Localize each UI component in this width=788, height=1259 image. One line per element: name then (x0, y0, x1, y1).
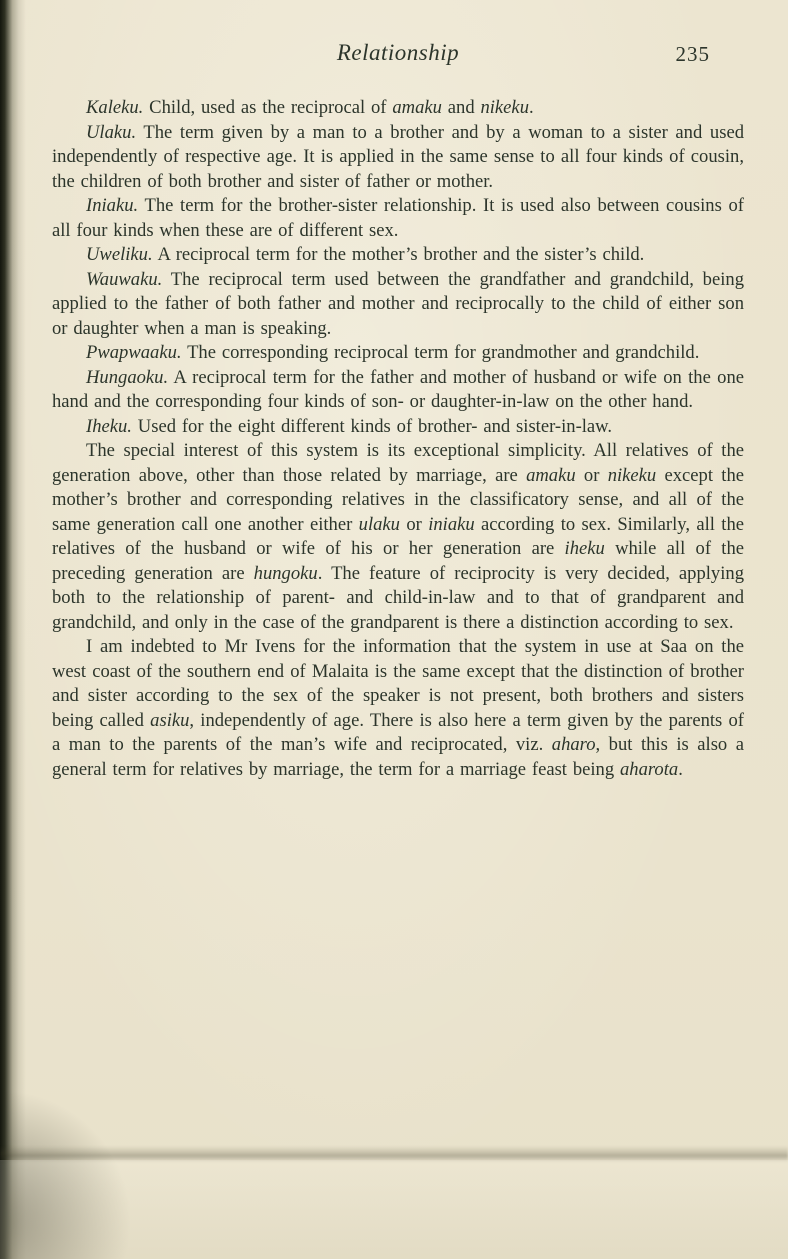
body-text-segment: while all of the preceding generation are (52, 538, 744, 584)
body-text-segment: . The feature of reciprocity is very decided, applying both to the relationship of parent- and child-in-law and to that of grandparent and grandchild, and only in the case of the grandparent is there a distinction according to sex. (52, 562, 744, 633)
body-text-segment: The term given by a man to a brother and by a woman to a sister and used independently of respective age. It is applied in the same sense to all four kinds of cousin, the children of both brother and sister of father or mother. (52, 121, 744, 192)
paragraph (52, 194, 744, 243)
body-text-segment: The reciprocal term used between the grandfather and grandchild, being applied to the father of both father and mother and reciprocally to the child of either son or daughter when a man is speaking. (52, 268, 744, 339)
page-content (52, 40, 744, 782)
kin-term-italic: Kaleku. (86, 97, 144, 118)
kin-term-italic: iheku (564, 538, 605, 559)
body-text-segment: A reciprocal term for the mother’s brother and the sister’s child. (152, 244, 645, 265)
body-text-segment: , but this is also a general term for relatives by marriage, the term for a marriage feast being (52, 734, 744, 780)
body-text-segment: or (575, 464, 608, 486)
kin-term-italic: Pwapwaaku. (86, 342, 182, 363)
body-text-segment: The special interest of this system is its exceptional simplicity. All relatives of the generation above, other than those related by marriage, are (52, 440, 744, 486)
body-text-segment: . (529, 97, 534, 118)
body-text-segment: . (678, 758, 683, 780)
body-text-segment: A reciprocal term for the father and mother of husband or wife on the one hand and the corresponding four kinds of son- or daughter-in-law on the other hand. (52, 366, 744, 412)
page-bottom-margin (0, 1160, 788, 1259)
kin-term-italic: Hungaoku. (86, 366, 169, 388)
paragraph (52, 439, 744, 635)
kin-term-italic: amaku (392, 97, 442, 118)
kin-term-italic: ulaku (358, 513, 400, 535)
kin-term-italic: hungoku (253, 562, 318, 584)
kin-term-italic: amaku (526, 464, 576, 486)
body-text-segment: The term for the brother-sister relationship. It is used also between cousins of all four kinds when these are of different sex. (52, 195, 744, 241)
kin-term-italic: aharota (619, 758, 679, 780)
body-text-segment: except the mother’s brother and corresponding relatives in the classificatory sense, and all of the same generation call one another either (52, 464, 745, 535)
paragraph (52, 243, 744, 268)
body-text-segment: I am indebted to Mr Ivens for the information that the system in use at Saa on the west coast of the southern end of Malaita is the same except that the distinction of brother and sister according to the sex of the speaker is not present, both brothers and sisters being called (52, 636, 744, 731)
paragraph (52, 96, 744, 121)
body-text-segment: and (441, 97, 481, 118)
kin-term-italic: asiku (150, 709, 190, 731)
running-title: Relationship (336, 40, 460, 65)
kin-term-italic: Wauwaku. (86, 268, 163, 290)
kin-term-italic: nikeku (480, 97, 529, 118)
paragraph (52, 366, 744, 415)
body-text-segment: or (399, 513, 429, 535)
kin-term-italic: Uweliku. (86, 244, 153, 265)
page-number: 235 (675, 42, 710, 66)
paragraph (52, 121, 744, 195)
kin-term-italic: nikeku (607, 464, 657, 486)
kin-term-italic: aharo (551, 734, 596, 755)
body-text-segment: according to sex. Similarly, all the relatives of the husband or wife of his or her generation are (52, 513, 745, 559)
page-header (52, 40, 744, 74)
kin-term-italic: iniaku (428, 513, 475, 535)
body-text-segment: The corresponding reciprocal term for grandmother and grandchild. (181, 342, 700, 363)
paragraph (52, 635, 744, 782)
kin-term-italic: Iheku. (86, 415, 132, 437)
paragraph (52, 415, 744, 440)
paragraph (52, 268, 744, 342)
page-body (52, 96, 744, 782)
paragraph (52, 341, 744, 366)
body-text-segment: Used for the eight different kinds of brother- and sister-in-law. (131, 415, 613, 437)
kin-term-italic: Iniaku. (86, 195, 139, 216)
book-binding-shadow (0, 0, 26, 1259)
kin-term-italic: Ulaku. (86, 121, 137, 143)
body-text-segment: Child, used as the reciprocal of (143, 97, 393, 118)
body-text-segment: , independently of age. There is also here a term given by the parents of a man to the parents of the man’s wife and reciprocated, viz. (52, 709, 744, 755)
